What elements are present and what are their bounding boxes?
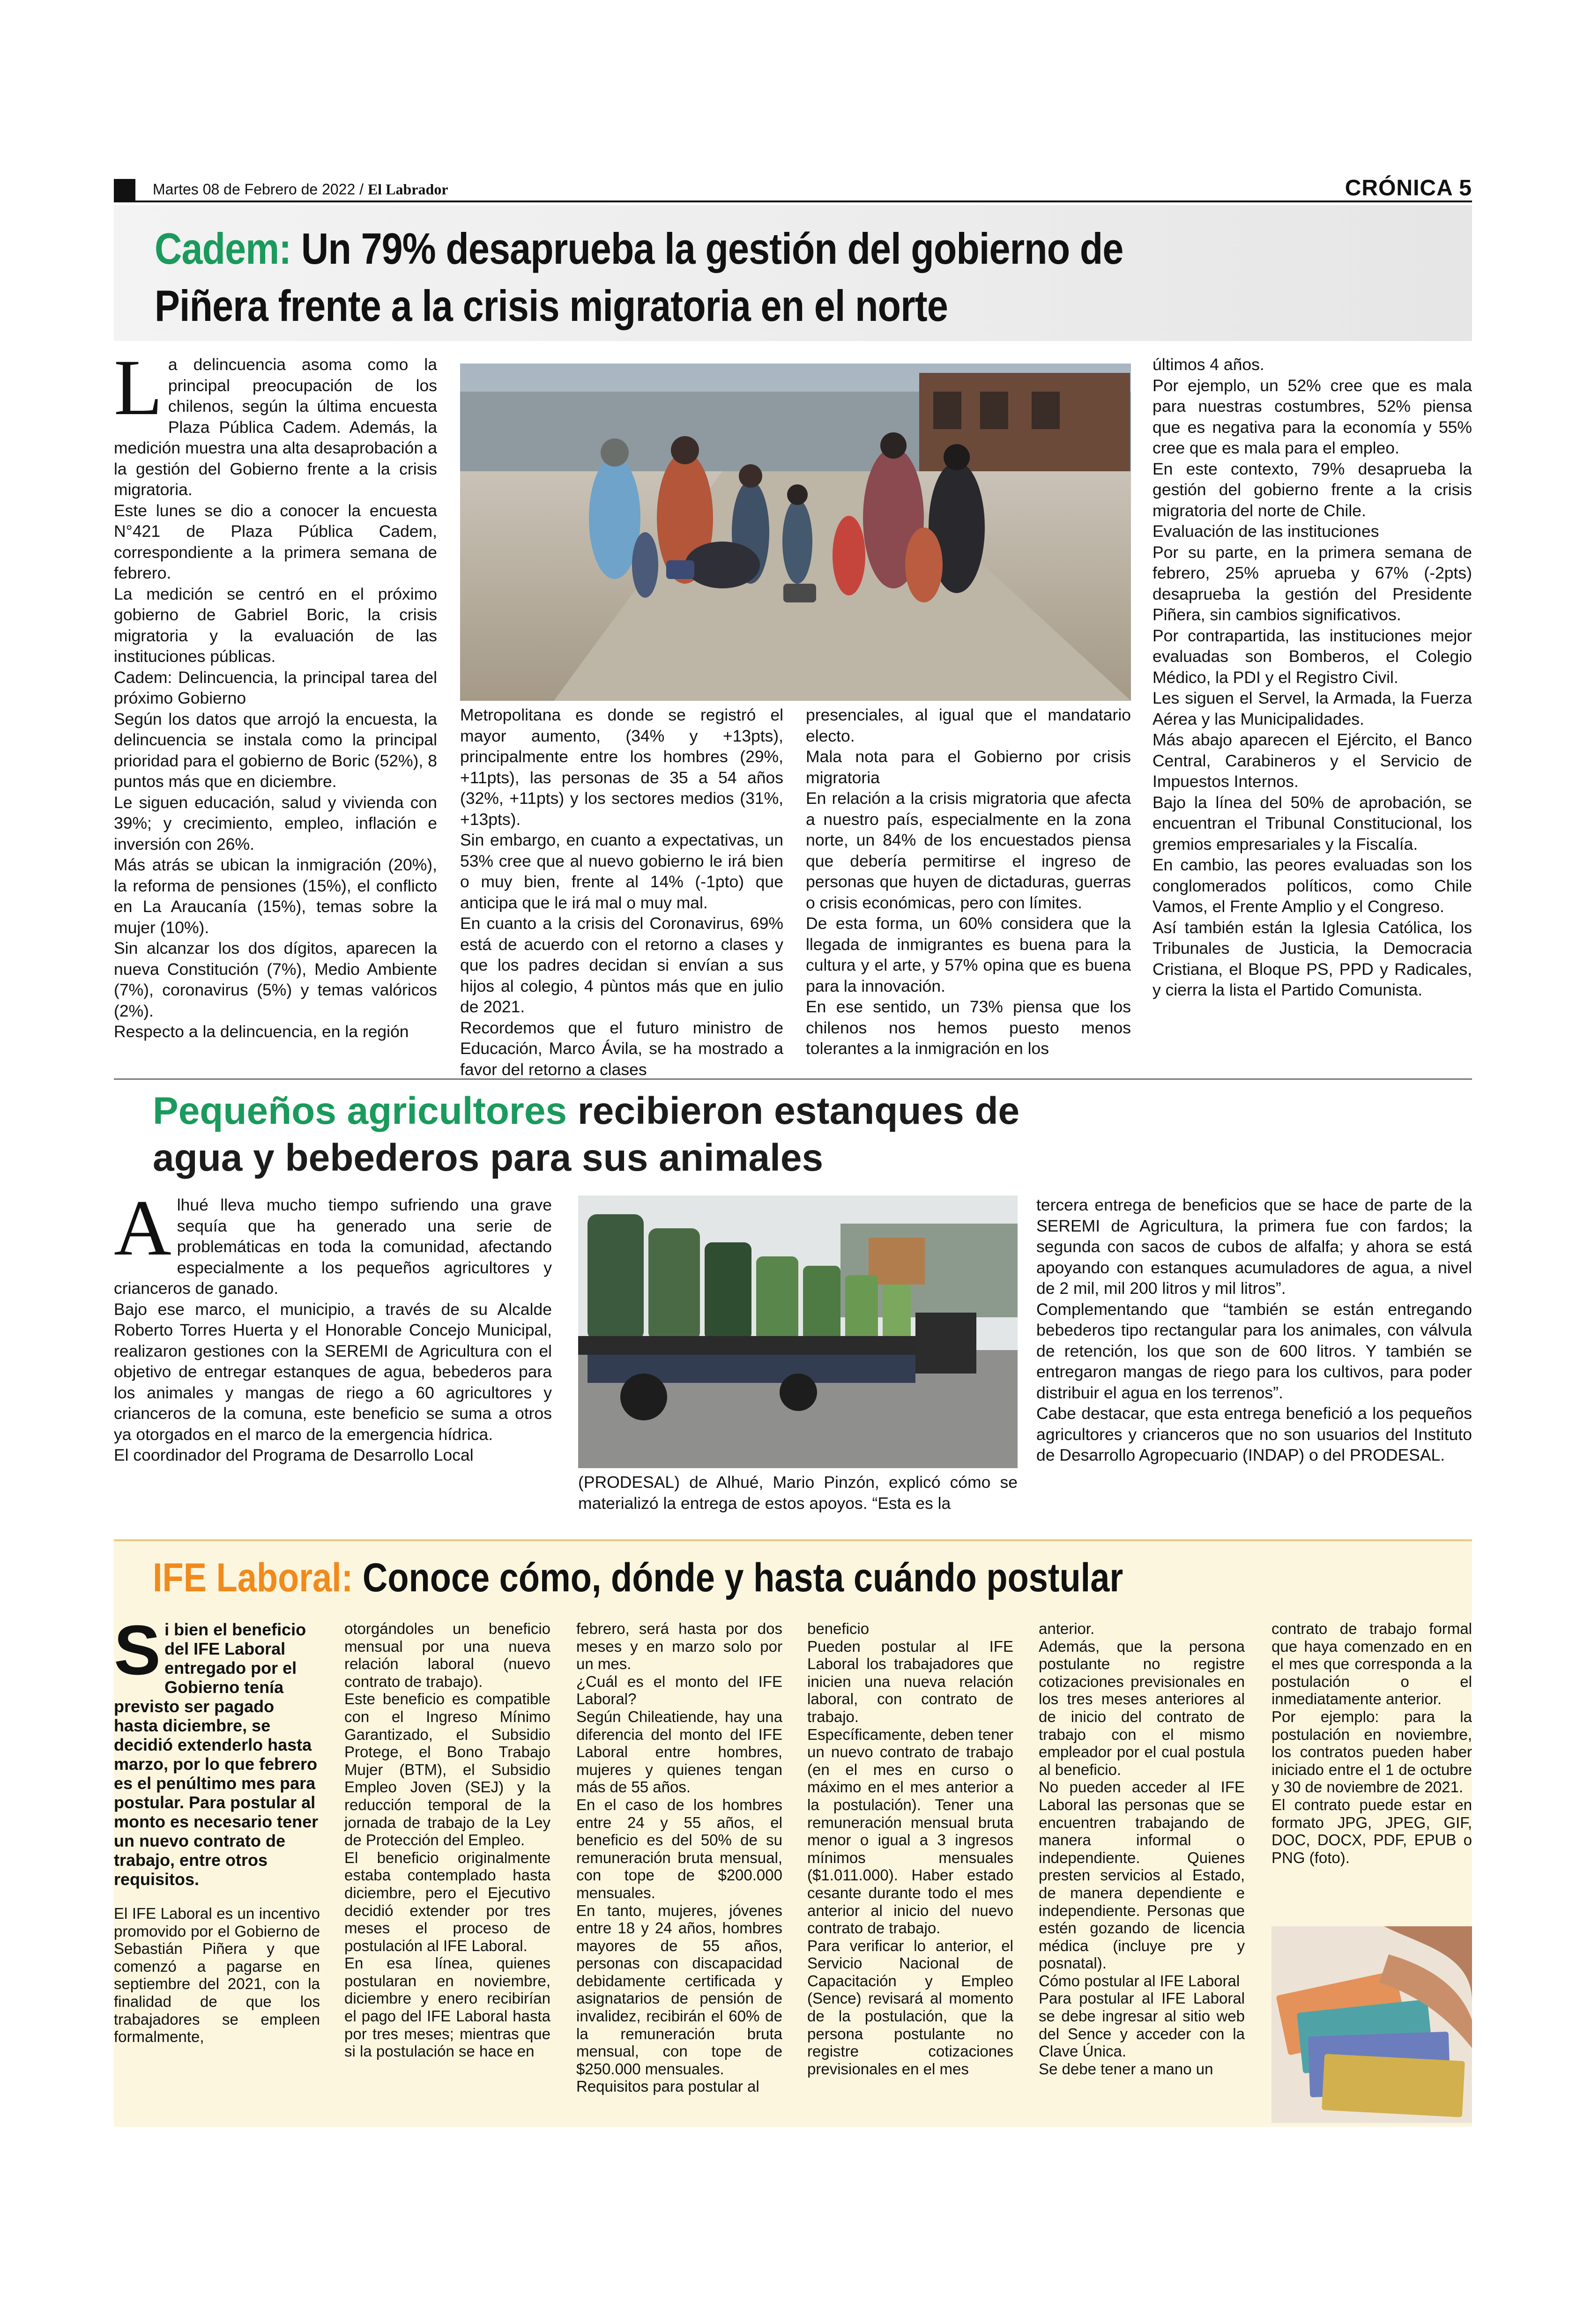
- newspaper-name: El Labrador: [367, 181, 448, 198]
- paragraph: Metropolitana es donde se registró el mayor aumento, (34% y +13pts), principalmente entre los hombres (29%, +11pts), las personas de 35 a 54 años (32%, +11pts) y los sectores medios (31%, +13pts).: [460, 705, 783, 829]
- article1-column-4: [1153, 354, 1472, 1001]
- migrants-photo: [460, 364, 1131, 701]
- paragraph: presenciales, al igual que el mandatario electo.: [806, 705, 1131, 745]
- paragraph: Pueden postular al IFE Laboral los trabajadores que inicien una nueva relación laboral, con contrato de trabajo.: [807, 1637, 1013, 1725]
- article3-headline-text: Conoce cómo, dónde y hasta cuándo postular: [362, 1555, 1123, 1600]
- article3-column-3: [576, 1620, 782, 2095]
- article-divider: [114, 1078, 1472, 1080]
- paragraph: Más atrás se ubican la inmigración (20%), la reforma de pensiones (15%), el conflicto en La Araucanía (15%), temas sobre la mujer (10%).: [114, 855, 437, 937]
- subheading: Cómo postular al IFE Laboral: [1039, 1972, 1240, 1990]
- article3-headline-lead: IFE Laboral:: [153, 1555, 353, 1600]
- section-name: CRÓNICA: [1345, 176, 1452, 200]
- article2-column-1: [114, 1184, 552, 1466]
- subheading: Evaluación de las instituciones: [1153, 522, 1379, 541]
- article1-dropcap: L: [114, 343, 163, 431]
- paragraph: Según los datos que arrojó la encuesta, la delincuencia se instala como la principal prioridad para el gobierno de Boric (52%), 8 puntos más que en diciembre.: [114, 709, 437, 791]
- paragraph: Por su parte, en la primera semana de febrero, 25% aprueba y 67% (-2pts) desaprueba la gestión del Presidente Piñera, sin cambios significativos.: [1153, 542, 1472, 624]
- migrants-photo-image: [460, 364, 1131, 701]
- subheading: Mala nota para el Gobierno por crisis migratoria: [806, 747, 1131, 787]
- article3-lead-text: i bien el beneficio del IFE Laboral entregado por el Gobierno tenía previsto ser pagado hasta diciembre, se decidió extenderlo hasta marzo, por lo que febrero es el penúltimo mes para postular. Para postular al monto es necesario tener un nuevo contrato de trabajo, entre otros requisitos.: [114, 1620, 319, 1889]
- article2-column-3: [1036, 1195, 1472, 1466]
- paragraph: De esta forma, un 60% considera que la llegada de inmigrantes es buena para la cultura y el arte, y 57% opina que es buena para la innovación.: [806, 914, 1131, 995]
- paragraph: anterior.: [1039, 1620, 1095, 1637]
- article1-column-2: [460, 705, 783, 1080]
- paragraph: Complementando que “también se están entregando bebederos tipo rectangular para los animales, con válvula de retención, los que son de 600 litros. Y también se entregaron mangas de riego para los cultivos, para poder distribuir el agua en los terrenos”.: [1036, 1299, 1472, 1402]
- subheading: Requisitos para postular al: [576, 2078, 759, 2095]
- article3-dropcap: S: [114, 1611, 161, 1689]
- paragraph: Para postular al IFE Laboral se debe ingresar al sitio web del Sence y acceder con la Clave Única.: [1039, 1990, 1245, 2060]
- paragraph: Bajo la línea del 50% de aprobación, se encuentran el Tribunal Constitucional, los gremios empresariales y la Fiscalía.: [1153, 793, 1472, 854]
- paragraph: Además, que la persona postulante no registre cotizaciones previsionales en los tres meses anteriores al de inicio del contrato de trabajo con el mismo empleador por el cual postula al beneficio.: [1039, 1637, 1245, 1778]
- paragraph: Por ejemplo, un 52% cree que es mala para nuestras costumbres, 52% piensa que es negativa para la economía y 55% cree que es mala para el empleo.: [1153, 376, 1472, 457]
- paragraph: El IFE Laboral es un incentivo promovido por el Gobierno de Sebastián Piñera y que comenzó a pagarse en septiembre del 2021, con la finalidad de que los trabajadores se empleen formalmente,: [114, 1905, 320, 2046]
- paragraph: Según Chileatiende, hay una diferencia del monto del IFE Laboral entre hombres, mujeres y quienes tengan más de 55 años.: [576, 1708, 782, 1796]
- paragraph: El contrato puede estar en formato JPG, JPEG, GIF, DOC, DOCX, PDF, EPUB o PNG (foto).: [1272, 1796, 1472, 1866]
- article2-column-2: [578, 1472, 1018, 1514]
- article1-headline-lead: Cadem:: [155, 224, 291, 273]
- article3-column-6: [1272, 1620, 1472, 1866]
- paragraph: contrato de trabajo formal que haya comenzado en en el mes que corresponda a la postulación o el inmediatamente anterior.: [1272, 1620, 1472, 1708]
- article3-column-4: [807, 1620, 1013, 2078]
- paragraph: febrero, será hasta por dos meses y en marzo solo por un mes.: [576, 1620, 782, 1673]
- article2-headline-lead: Pequeños agricultores: [153, 1090, 567, 1132]
- paragraph: Recordemos que el futuro ministro de Educación, Marco Ávila, se ha mostrado a favor del retorno a clases: [460, 1018, 783, 1079]
- paragraph: Se debe tener a mano un: [1039, 2060, 1213, 2078]
- paragraph: El coordinador del Programa de Desarrollo Local: [114, 1446, 474, 1464]
- paragraph: En esa línea, quienes postularan en noviembre, diciembre y enero recibirían el pago del IFE Laboral hasta por tres meses; mientras que si la postulación se hace en: [344, 1954, 550, 2060]
- paragraph: En el caso de los hombres entre 24 y 55 años, el beneficio es del 50% de su remuneración bruta mensual, con tope de $200.000 mensuales.: [576, 1796, 782, 1901]
- issue-date: Martes 08 de Febrero de 2022: [153, 181, 356, 198]
- subheading: beneficio: [807, 1620, 870, 1637]
- article2-headline-text-1: recibieron estanques de: [577, 1090, 1020, 1132]
- paragraph: Respecto a la delincuencia, en la región: [114, 1022, 409, 1041]
- paragraph: Les siguen el Servel, la Armada, la Fuerza Aérea y las Municipalidades.: [1153, 689, 1472, 728]
- paragraph: Bajo ese marco, el municipio, a través de su Alcalde Roberto Torres Huerta y el Honorable Concejo Municipal, realizaron gestiones con la SEREMI de Agricultura con el objetivo de entregar estanques de agua, bebederos para los animales y mangas de riego a 60 agricultores y crianceros de la comuna, este beneficio se suma a otros ya otorgados en el marco de la emergencia hídrica.: [114, 1299, 552, 1444]
- paragraph: En tanto, mujeres, jóvenes entre 18 y 24 años, hombres mayores de 55 años, personas con discapacidad debidamente certificada y asignatarios de pensión de invalidez, recibirán el 60% de la remuneración bruta mensual, con tope de $250.000 mensuales.: [576, 1901, 782, 2078]
- paragraph: No pueden acceder al IFE Laboral las personas que se encuentren trabajando de manera informal o independiente. Quienes presten servicios al Estado, de manera dependiente e independiente. Personas que estén gozando de licencia médica (incluye pre y posnatal).: [1039, 1778, 1245, 1972]
- article1-column-3: [806, 705, 1131, 1059]
- article2-headline: [153, 1088, 1019, 1181]
- paragraph: Le siguen educación, salud y vivienda con 39%; y crecimiento, empleo, inflación e inversión con 26%.: [114, 793, 437, 854]
- header-marker: [114, 179, 135, 200]
- header-rule: [114, 200, 1472, 202]
- article1-headline: [155, 220, 1242, 334]
- dateline-separator: /: [359, 181, 364, 198]
- water-tanks-photo-image: [578, 1195, 1018, 1468]
- page-number: 5: [1459, 176, 1472, 200]
- water-tanks-photo: [578, 1195, 1018, 1468]
- banknotes-photo: [1272, 1926, 1472, 2123]
- paragraph: La medición se centró en el próximo gobierno de Gabriel Boric, la crisis migratoria y la evaluación de las instituciones públicas.: [114, 584, 437, 666]
- paragraph: últimos 4 años.: [1153, 355, 1264, 374]
- paragraph: Para verificar lo anterior, el Servicio Nacional de Capacitación y Empleo (Sence) revisará al momento de la postulación, que la persona postulante no registre cotizaciones previsionales en el mes: [807, 1937, 1013, 2078]
- article2-headline-text-2: agua y bebederos para sus animales: [153, 1136, 824, 1179]
- subheading: Cadem: Delincuencia, la principal tarea del próximo Gobierno: [114, 668, 437, 707]
- paragraph: Este lunes se dio a conocer la encuesta N°421 de Plaza Pública Cadem, correspondiente a la primera semana de febrero.: [114, 501, 437, 582]
- paragraph: Por contrapartida, las instituciones mejor evaluadas son Bomberos, el Colegio Médico, la PDI y el Registro Civil.: [1153, 626, 1472, 687]
- paragraph: Cabe destacar, que esta entrega benefició a los pequeños agricultores y crianceros que no son usuarios del Instituto de Desarrollo Agropecuario (INDAP) o del PRODESAL.: [1036, 1404, 1472, 1464]
- paragraph: En cuanto a la crisis del Coronavirus, 69% está de acuerdo con el retorno a clases y que los padres decidan si envían a sus hijos al colegio, 4 pùntos más que en julio de 2021.: [460, 914, 783, 1016]
- paragraph: En este contexto, 79% desaprueba la gestión del gobierno frente a la crisis migratoria del norte de Chile.: [1153, 459, 1472, 520]
- subheading: ¿Cuál es el monto del IFE Laboral?: [576, 1672, 782, 1708]
- paragraph: lhué lleva mucho tiempo sufriendo una grave sequía que ha generado una serie de problemáticas en toda la comunidad, afectando especialmente a los pequeños agricultores y crianceros de ganado.: [114, 1195, 552, 1298]
- paragraph: otorgándoles un beneficio mensual por una nueva relación laboral (nuevo contrato de trabajo).: [344, 1620, 550, 1690]
- paragraph: Este beneficio es compatible con el Ingreso Mínimo Garantizado, el Subsidio Protege, el Bono Trabajo Mujer (BTM), el Subsidio Empleo Joven (SEJ) y la reducción temporal de la jornada de trabajo de la Ley de Protección del Empleo.: [344, 1690, 550, 1849]
- article1-column-1: [114, 343, 437, 1042]
- article3-column-2: [344, 1620, 550, 2060]
- article3-column-5: [1039, 1620, 1245, 2078]
- article2-dropcap: A: [114, 1184, 171, 1272]
- paragraph: El beneficio originalmente estaba contemplado hasta diciembre, pero el Ejecutivo decidió extender por tres meses el proceso de postulación al IFE Laboral.: [344, 1849, 550, 1954]
- paragraph: (PRODESAL) de Alhué, Mario Pinzón, explicó cómo se materializó la entrega de estos apoyos. “Esta es la: [578, 1473, 1018, 1513]
- article3-column-1: [114, 1611, 320, 2046]
- section-label: [1345, 175, 1472, 201]
- article3-headline: [153, 1553, 1241, 1602]
- paragraph: tercera entrega de beneficios que se hace de parte de la SEREMI de Agricultura, la primera fue con fardos; la segunda con sacos de cubos de alfalfa; y ahora se está apoyando con estanques acumuladores de agua, a nivel de 2 mil, mil 200 litros y mil litros”.: [1036, 1195, 1472, 1298]
- paragraph: a delincuencia asoma como la principal preocupación de los chilenos, según la última encuesta Plaza Pública Cadem. Además, la medición muestra una alta desaprobación a la gestión del Gobierno frente a la crisis migratoria.: [114, 355, 437, 499]
- paragraph: Específicamente, deben tener un nuevo contrato de trabajo (en el mes en curso o máximo en el mes anterior a la postulación). Tener una remuneración mensual bruta menor o igual a 3 ingresos mínimos mensuales ($1.011.000). Haber estado cesante durante todo el mes anterior al inicio del nuevo contrato de trabajo.: [807, 1725, 1013, 1937]
- header-dateline: [153, 180, 448, 199]
- banknotes-photo-image: [1272, 1926, 1472, 2123]
- paragraph: Más abajo aparecen el Ejército, el Banco Central, Carabineros y el Servicio de Impuestos Internos.: [1153, 730, 1472, 791]
- article3-lead: [114, 1611, 320, 1889]
- article1-headline-text: Un 79% desaprueba la gestión del gobierno de Piñera frente a la crisis migratoria en el norte: [155, 224, 1123, 330]
- paragraph: En ese sentido, un 73% piensa que los chilenos nos hemos puesto menos tolerantes a la inmigración en los: [806, 997, 1131, 1058]
- paragraph: En relación a la crisis migratoria que afecta a nuestro país, especialmente en la zona norte, un 84% de los encuestados piensa que debería permitirse el ingreso de personas que huyen de dictaduras, guerras o crisis económicas, pero con límites.: [806, 789, 1131, 912]
- paragraph: Sin alcanzar los dos dígitos, aparecen la nueva Constitución (7%), Medio Ambiente (7%), coronavirus (5%) y temas valóricos (2%).: [114, 939, 437, 1020]
- paragraph: En cambio, las peores evaluadas son los conglomerados políticos, como Chile Vamos, el Frente Amplio y el Congreso.: [1153, 855, 1472, 916]
- paragraph: Sin embargo, en cuanto a expectativas, un 53% cree que al nuevo gobierno le irá bien o muy bien, frente al 14% (-1pto) que anticipa que le irá mal o muy mal.: [460, 831, 783, 912]
- paragraph: Así también están la Iglesia Católica, los Tribunales de Justicia, la Democracia Cristiana, el Bloque PS, PPD y Radicales, y cierra la lista el Partido Comunista.: [1153, 918, 1472, 999]
- paragraph: Por ejemplo: para la postulación en noviembre, los contratos pueden haber iniciado entre el 1 de octubre y 30 de noviembre de 2021.: [1272, 1708, 1472, 1796]
